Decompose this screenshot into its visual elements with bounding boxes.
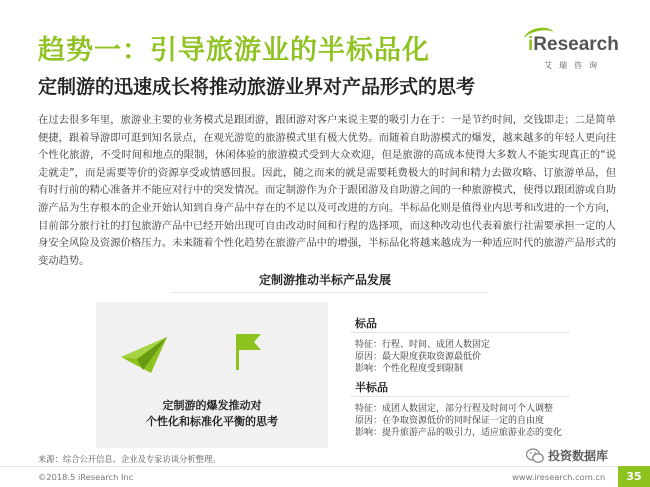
logo-word-i: i <box>528 34 534 55</box>
left-caption-line-2: 个性化和标准化平衡的思考 <box>146 415 278 428</box>
page-number: 35 <box>618 466 650 487</box>
site-url[interactable]: www.iresearch.com.cn <box>512 472 606 482</box>
wechat-icon <box>526 448 544 464</box>
footer-divider <box>0 466 650 467</box>
semi-line-3: 影响：提升旅游产品的吸引力，适应旅游业态的变化 <box>355 428 563 438</box>
page-title: 趋势一：引导旅游业的半标品化 <box>38 35 430 66</box>
source-note: 来源：综合公开信息、企业及专家访谈分析整理。 <box>38 454 221 464</box>
standard-divider <box>350 332 570 333</box>
semi-standard-divider <box>350 396 570 397</box>
page-subtitle: 定制游的迅速成长将推动旅游业界对产品形式的思考 <box>38 76 476 98</box>
standard-line-1: 特征：行程、时间、成团人数固定 <box>355 340 491 350</box>
semi-standard-title: 半标品 <box>355 381 388 394</box>
logo-wordmark <box>528 34 619 56</box>
iresearch-logo <box>528 34 620 74</box>
watermark <box>526 447 630 465</box>
standard-line-3: 影响：个性化程度受到限制 <box>355 364 464 374</box>
paper-plane-icon <box>121 337 167 373</box>
flag-icon <box>233 332 263 370</box>
logo-chinese: 艾瑞咨询 <box>544 61 604 70</box>
semi-line-1: 特征：成团人数固定，部分行程及时间可个人调整 <box>355 404 554 414</box>
left-caption-line-1: 定制游的爆发推动对 <box>162 399 262 412</box>
semi-line-2: 原因：在争取资源低价的同时保证一定的自由度 <box>355 416 545 426</box>
standard-line-2: 原因：最大限度获取资源最低价 <box>355 352 482 362</box>
diagram-heading: 定制游推动半标产品发展 <box>258 273 391 287</box>
logo-word-rest: Research <box>533 34 619 55</box>
left-caption <box>96 398 328 430</box>
copyright: ©2018.5 iResearch Inc <box>38 472 134 482</box>
body-paragraph: 在过去很多年里，旅游业主要的业务模式是跟团游，跟团游对客户来说主要的吸引力在于：一是节约时间，交钱即走；二是简单便捷，跟着导游即可逛到知名景点，在观光游览的旅游模式里有极大优势。而随着自助游模式的爆发，越来越多的年轻人更向往个性化旅游，不受时间和地点的限制，休闲体验的旅游模式受到大众欢迎，但是旅游的高成本使得大多数人不能实现真正的“说走就走”，而是需要等价的资源享受或情感回报。因此，随之而来的就是需要耗费极大的时间和精力去做攻略、订旅游单品，但有时行前的精心准备并不能应对行中的突发情况。而定制游作为介于跟团游及自助游之间的一种旅游模式，使得以跟团游或自助游产品为生存根本的企业开始认知到自身产品中存在的不足以及可改进的方向。半标品化则是值得业内思考和改进的一个方向，目前部分旅行社的打包旅游产品中已经开始出现可自由改动时间和行程的选择项，而这种改动也代表着旅行社需要承担一定的人身安全风险及资源价格压力。未来随着个性化趋势在旅游产品中的增强，半标品化将越来越成为一种适应时代的旅游产品形式的变动趋势。 <box>38 114 616 267</box>
watermark-text: 投资数据库 <box>548 449 609 463</box>
standard-product-title: 标品 <box>355 317 377 330</box>
diagram-divider <box>170 292 488 293</box>
